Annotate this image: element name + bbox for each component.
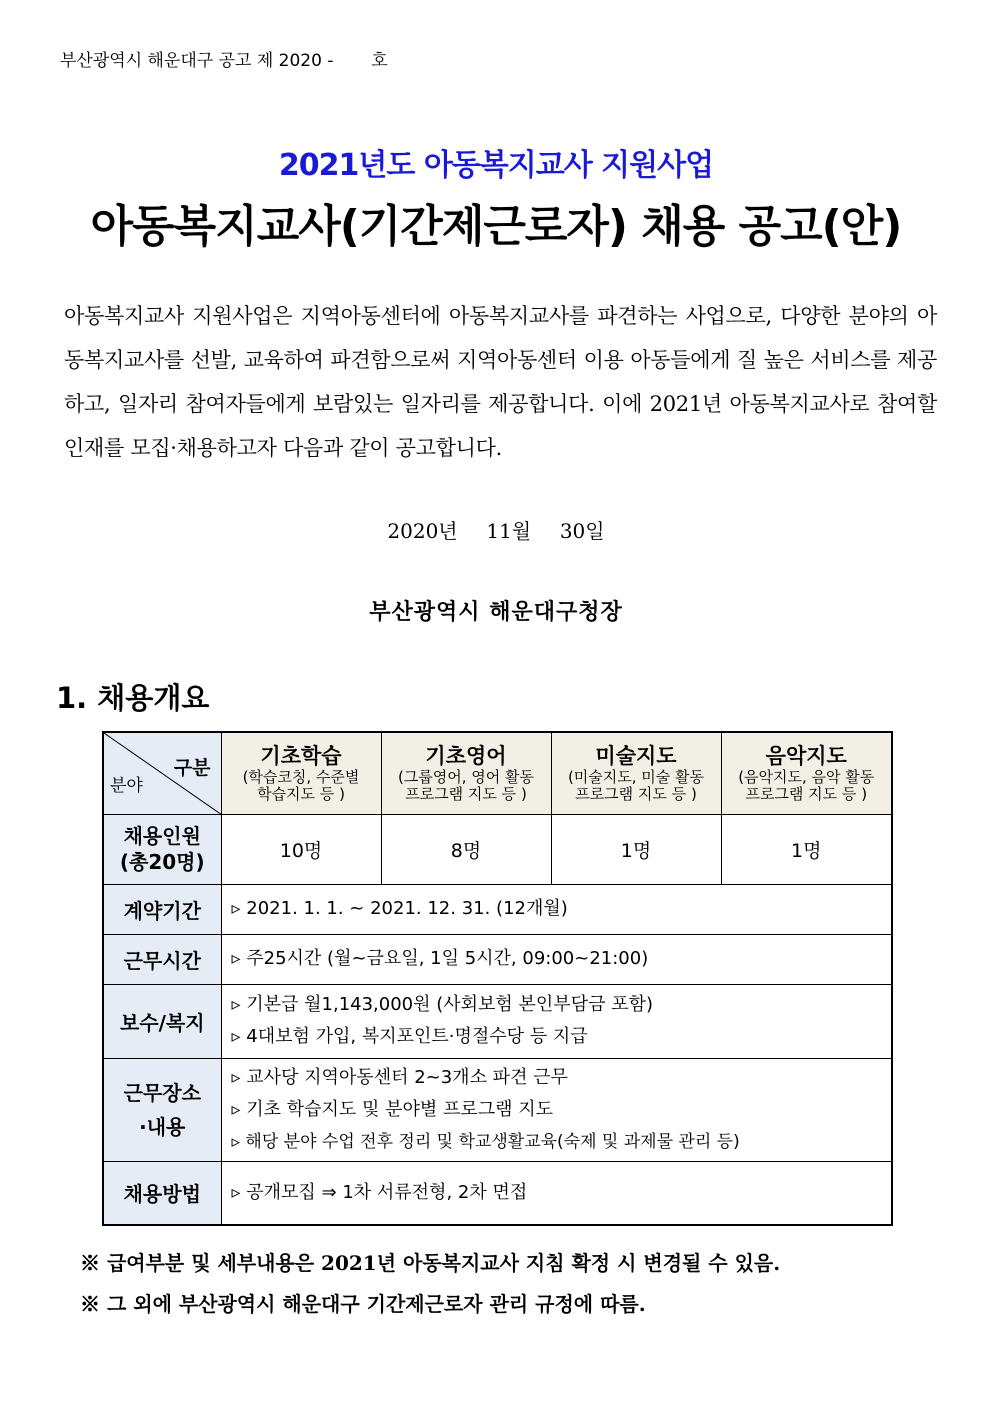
column-name: 미술지도 [595,744,677,769]
note-line: ※ 그 외에 부산광역시 해운대구 기간제근로자 관리 규정에 따름. [80,1292,646,1316]
row-label: 채용방법 [103,1161,221,1225]
table-row [103,984,892,1058]
column-header [221,732,381,814]
detail-line: ▹ 4대보험 가입, 복지포인트·명절수당 등 지급 [231,1026,588,1047]
detail-line: ▹ 공개모집 ⇒ 1차 서류전형, 2차 면접 [231,1181,528,1203]
table-row [103,934,892,984]
intro-paragraph: 아동복지교사 지원사업은 지역아동센터에 아동복지교사를 파견하는 사업으로, 다양한 분야의 아동복지교사를 선발, 교육하여 파견함으로써 지역아동센터 이용 아동들에게 질 높은 서비스를 제공하고, 일자리 참여자들에게 보람있는 일자리를 제공합니다. 이에 2021년 아동복지교사로 참여할 인재를 모집·채용하고자 다음과 같이 공고합니다. [64,304,937,460]
table-header-row [103,732,892,814]
headcount-cell: 1명 [721,814,892,884]
row-label: 근무시간 [103,934,221,984]
detail-line: ▹ 2021. 1. 1. ~ 2021. 12. 31. (12개월) [231,898,568,919]
column-desc: (그룹영어, 영어 활동 프로그램 지도 등 ) [397,768,535,804]
page-subtitle: 2021년도 아동복지교사 지원사업 [278,148,714,183]
corner-bottom-label: 분야 [110,775,143,796]
detail-line: ▹ 주25시간 (월~금요일, 1일 5시간, 09:00~21:00) [231,948,649,969]
column-name: 기초영어 [425,744,507,769]
detail-line: ▹ 기초 학습지도 및 분야별 프로그램 지도 [231,1098,554,1120]
detail-line: ▹ 기본급 월1,143,000원 (사회보험 본인부담금 포함) [231,994,654,1015]
recruitment-overview-table [102,731,893,1226]
column-header [721,732,892,814]
row-label: 보수/복지 [103,984,221,1058]
section-title: 1. 채용개요 [56,681,210,715]
row-detail [221,934,892,984]
row-label: 근무장소 ·내용 [103,1058,221,1161]
column-name: 기초학습 [260,744,342,769]
row-detail [221,884,892,934]
announcement-date: 2020년 11월 30일 [387,519,605,543]
row-detail [221,984,892,1058]
table-row [103,884,892,934]
corner-cell [103,732,221,814]
column-header [551,732,721,814]
row-label: 채용인원 (총20명) [103,814,221,884]
table-row [103,1161,892,1225]
page-title: 아동복지교사(기간제근로자) 채용 공고(안) [90,201,902,252]
document-number: 부산광역시 해운대구 공고 제 2020 - 호 [60,51,388,71]
table-row [103,1058,892,1161]
column-desc: (학습코칭, 수준별 학습지도 등 ) [242,768,360,804]
issuer: 부산광역시 해운대구청장 [369,599,623,625]
column-desc: (음악지도, 음악 활동 프로그램 지도 등 ) [738,768,875,804]
row-detail [221,1161,892,1225]
corner-top-label: 구분 [173,757,211,779]
detail-line: ▹ 교사당 지역아동센터 2~3개소 파견 근무 [231,1066,568,1088]
headcount-cell: 8명 [381,814,551,884]
column-desc: (미술지도, 미술 활동 프로그램 지도 등 ) [567,768,705,804]
table-row [103,814,892,884]
headcount-cell: 10명 [221,814,381,884]
column-header [381,732,551,814]
row-detail [221,1058,892,1161]
note-line: ※ 급여부분 및 세부내용은 2021년 아동복지교사 지침 확정 시 변경될 수 있음. [80,1251,781,1275]
detail-line: ▹ 해당 분야 수업 전후 정리 및 학교생활교육(숙제 및 과제물 관리 등) [231,1131,740,1152]
column-name: 음악지도 [765,744,847,769]
headcount-cell: 1명 [551,814,721,884]
row-label: 계약기간 [103,884,221,934]
